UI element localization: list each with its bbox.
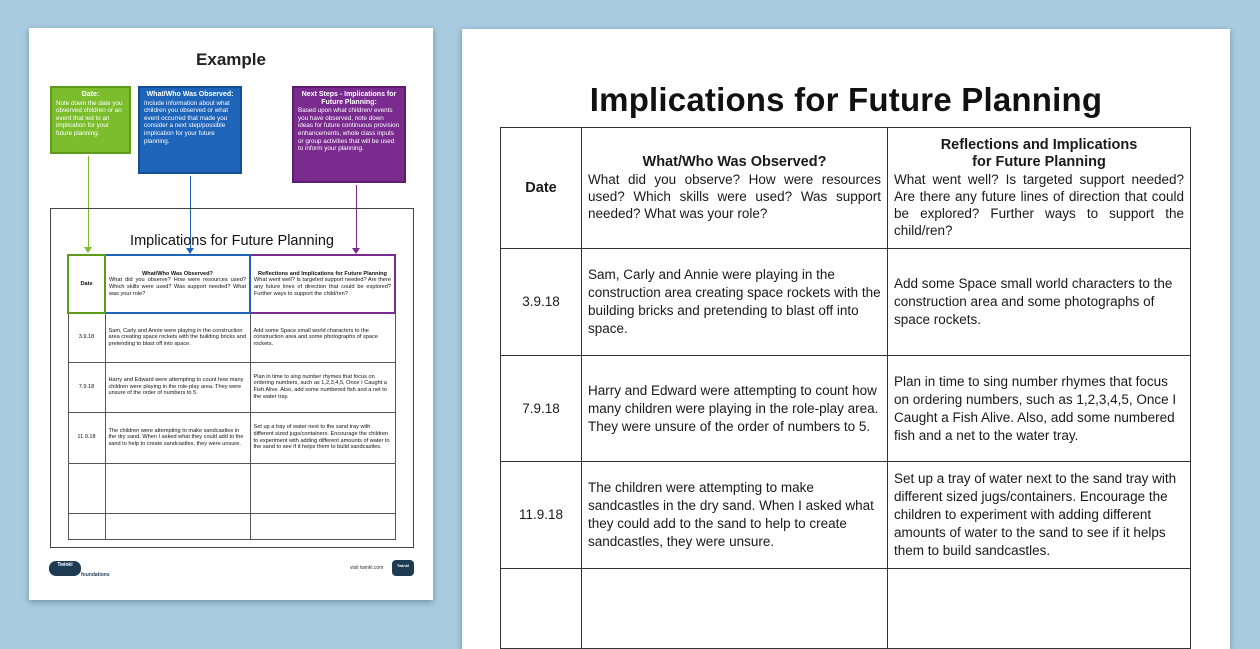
example-row-date: 7.9.18 bbox=[68, 362, 105, 412]
header-date: Date bbox=[501, 128, 582, 249]
table-row bbox=[68, 313, 395, 362]
empty-cell bbox=[68, 463, 105, 513]
table-row bbox=[501, 249, 1191, 356]
callout-observed-title: What/Who Was Observed: bbox=[146, 91, 234, 98]
empty-cell bbox=[250, 463, 395, 513]
example-table-title: Implications for Future Planning bbox=[130, 233, 334, 249]
example-header-date: Date bbox=[68, 255, 105, 313]
example-row-date: 3.9.18 bbox=[68, 313, 105, 362]
example-row-reflection: Add some Space small world characters to the construction area and some photographs of space rockets. bbox=[250, 313, 395, 362]
callout-observed-body: Include information about what children you observed or what event occurred that made you consider a next step/possible implication for your future planning. bbox=[144, 99, 230, 145]
row-reflection: Set up a tray of water next to the sand tray with different sized jugs/containers. Encourage the children to experiment with adding different amounts of water to the sand to see if it helps them to build sandcastles. bbox=[888, 462, 1191, 569]
header-observed-title: What/Who Was Observed? bbox=[642, 154, 827, 170]
header-observed-sub: What did you observe? How were resources used? Which skills were used? Was support needed? What was your role? bbox=[588, 172, 881, 221]
empty-table-row bbox=[68, 463, 395, 513]
row-observed: Sam, Carly and Annie were playing in the construction area creating space rockets with the building bricks and pretending to blast off into space. bbox=[582, 249, 888, 356]
example-row-observed: Harry and Edward were attempting to count how many children were playing in the role-play area. They were unsure of the order of numbers to 5. bbox=[105, 362, 250, 412]
page-title: Implications for Future Planning bbox=[589, 81, 1103, 118]
twinkl-badge-icon: Twinkl bbox=[392, 560, 414, 576]
table-row bbox=[501, 462, 1191, 569]
example-header-observed-sub: What did you observe? How were resources used? Which skills were used? Was support needed? What was your role? bbox=[109, 277, 246, 297]
empty-table-row bbox=[501, 569, 1191, 649]
empty-cell bbox=[105, 463, 250, 513]
example-title: Example bbox=[196, 50, 266, 69]
row-date: 3.9.18 bbox=[501, 249, 582, 356]
example-row-reflection: Plan in time to sing number rhymes that focus on ordering numbers, such as 1,2,3,4,5, Once I Caught a Fish Alive. Also, add some numbered fish and a net to the water tray. bbox=[250, 362, 395, 412]
callout-next-title: Next Steps - Implications for Future Planning: bbox=[301, 91, 397, 106]
empty-cell bbox=[68, 513, 105, 539]
empty-cell bbox=[888, 569, 1191, 649]
example-header-reflections-title: Reflections and Implications for Future Planning bbox=[258, 270, 387, 277]
example-row-observed: The children were attempting to make sandcastles in the dry sand. When I asked what they could add to the sand to help to create sandcastles, they were unsure. bbox=[105, 412, 250, 463]
row-observed: The children were attempting to make sandcastles in the dry sand. When I asked what they could add to the sand to help to create sandcastles, they were unsure. bbox=[582, 462, 888, 569]
row-reflection: Plan in time to sing number rhymes that focus on ordering numbers, such as 1,2,3,4,5, Once I Caught a Fish Alive. Also, add some numbered fish and a net to the water tray. bbox=[888, 356, 1191, 462]
example-header-reflections-sub: What went well? Is targeted support needed? Are there any future lines of direction that could be explored? Further ways to support the child/ren? bbox=[254, 277, 391, 297]
empty-cell bbox=[250, 513, 395, 539]
header-reflections bbox=[888, 128, 1191, 249]
callout-date bbox=[50, 86, 131, 154]
example-header-observed bbox=[105, 255, 250, 313]
example-table bbox=[67, 254, 396, 540]
empty-cell bbox=[105, 513, 250, 539]
example-header-reflections bbox=[250, 255, 395, 313]
callout-next-steps bbox=[292, 86, 406, 183]
example-row-date: 11.9.18 bbox=[68, 412, 105, 463]
header-observed bbox=[582, 128, 888, 249]
footer-url: visit twinkl.com bbox=[350, 565, 384, 571]
table-row bbox=[68, 412, 395, 463]
empty-cell bbox=[501, 569, 582, 649]
table-row bbox=[68, 362, 395, 412]
example-table-header-row bbox=[68, 255, 395, 313]
main-page bbox=[462, 29, 1230, 649]
callout-observed bbox=[138, 86, 242, 174]
callout-next-body: Based upon what children/ events you have observed, note down ideas for future continuous provision enhancements, whole class inputs or group activities that will be used to inform your planning. bbox=[298, 107, 400, 153]
header-reflections-title-line2: for Future Planning bbox=[972, 154, 1106, 170]
row-observed: Harry and Edward were attempting to count how many children were playing in the role-play area. They were unsure of the order of numbers to 5. bbox=[582, 356, 888, 462]
planning-table bbox=[500, 127, 1191, 649]
planning-table-header-row bbox=[501, 128, 1191, 249]
table-row bbox=[501, 356, 1191, 462]
twinkl-logo-icon: Twinkl bbox=[49, 561, 81, 576]
twinkl-foundations-label: foundations bbox=[81, 572, 110, 578]
empty-table-row bbox=[68, 513, 395, 539]
example-page bbox=[29, 28, 433, 600]
callout-date-title: Date: bbox=[81, 91, 100, 98]
row-date: 11.9.18 bbox=[501, 462, 582, 569]
example-row-observed: Sam, Carly and Annie were playing in the construction area creating space rockets with the building bricks and pretending to blast off into space. bbox=[105, 313, 250, 362]
empty-cell bbox=[582, 569, 888, 649]
row-date: 7.9.18 bbox=[501, 356, 582, 462]
header-reflections-title-line1: Reflections and Implications bbox=[940, 137, 1138, 153]
callout-date-body: Note down the date you observed children or an event that led to an implication for your future planning. bbox=[56, 99, 123, 137]
example-header-observed-title: What/Who Was Observed? bbox=[142, 270, 213, 277]
header-reflections-sub: What went well? Is targeted support needed? Are there any future lines of direction that could be explored? Further ways to support the child/ren? bbox=[894, 172, 1184, 238]
row-reflection: Add some Space small world characters to the construction area and some photographs of space rockets. bbox=[888, 249, 1191, 356]
example-row-reflection: Set up a tray of water next to the sand tray with different sized jugs/containers. Encourage the children to experiment with adding different amounts of water to the sand to see if it helps them to build sandcastles. bbox=[250, 412, 395, 463]
